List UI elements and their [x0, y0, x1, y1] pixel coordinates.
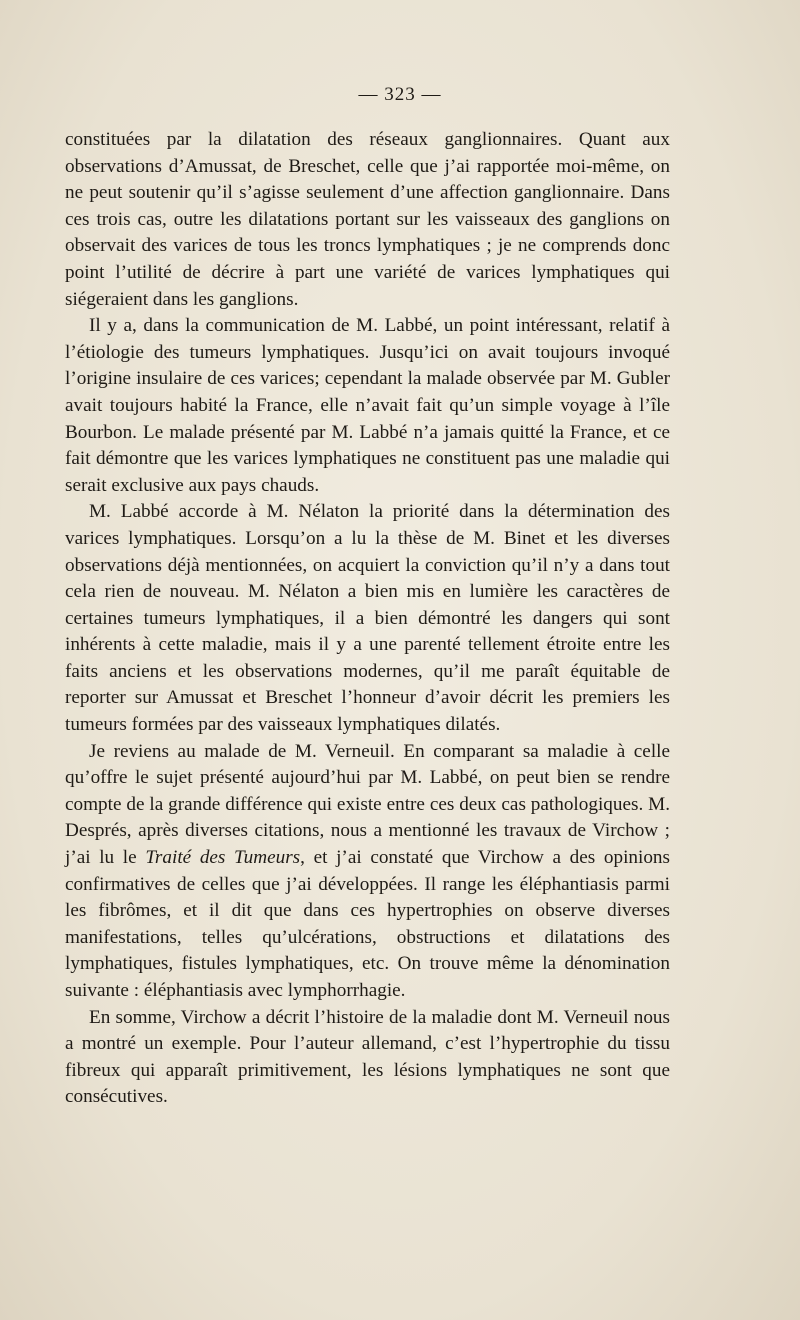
- paragraph-4: [65, 739, 670, 1005]
- body-text: [65, 127, 670, 1111]
- paragraph-5-text: En somme, Virchow a décrit l’histoire de la maladie dont M. Verneuil nous a montré un exemple. Pour l’auteur allemand, c’est l’hypertrophie du tissu fibreux qui apparaît primitivement, les lésions lymphatiques ne sont que consécutives.: [65, 1006, 670, 1108]
- paragraph-2-text: Il y a, dans la communication de M. Labbé, un point intéressant, relatif à l’étiologie des tumeurs lymphatiques. Jusqu’ici on avait toujours invoqué l’origine insulaire de ces varices; cependant la malade observée par M. Gubler avait toujours habité la France, elle n’avait fait qu’un simple voyage à l’île Bourbon. Le malade présenté par M. Labbé n’a jamais quitté la France, et ce fait démontre que les varices lymphatiques ne constituent pas une maladie qui serait exclusive aux pays chauds.: [65, 315, 670, 496]
- paragraph-3: [65, 499, 670, 738]
- book-title-traite-des-tumeurs: Traité des Tumeurs: [145, 847, 301, 869]
- paragraph-4-text-b: , et j’ai constaté que Virchow a des opinions confirmatives de celles que j’ai développées. Il range les éléphantiasis parmi les fibrômes, et il dit que dans ces hypertrophies on observe diverses manifestations, telles qu’ulcérations, obstructions et dilatations des lymphatiques, fistules lymphatiques, etc. On trouve même la dénomination suivante : éléphantiasis avec lymphorrhagie.: [65, 847, 670, 1001]
- paragraph-4-text-a: Je reviens au malade de M. Verneuil. En comparant sa maladie à celle qu’offre le sujet présenté aujourd’hui par M. Labbé, on peut bien se rendre compte de la grande différence qui existe entre ces deux cas pathologiques. M. Després, après diverses citations, nous a mentionné les travaux de Virchow ; j’ai lu le: [65, 740, 670, 869]
- paragraph-2: [65, 313, 670, 499]
- paragraph-1: [65, 127, 670, 313]
- page-number: — 323 —: [358, 84, 442, 105]
- paragraph-5: [65, 1005, 670, 1111]
- paragraph-1-text: constituées par la dilatation des réseaux ganglionnaires. Quant aux observations d’Amussat, de Breschet, celle que j’ai rapportée moi-même, on ne peut soutenir qu’il s’agisse seulement d’une affection ganglionnaire. Dans ces trois cas, outre les dilatations portant sur les vaisseaux des ganglions on observait des varices de tous les troncs lymphatiques ; je ne comprends donc point l’utilité de décrire à part une variété de varices lymphatiques qui siégeraient dans les ganglions.: [65, 129, 670, 310]
- paragraph-3-text: M. Labbé accorde à M. Nélaton la priorité dans la détermination des varices lymphatiques. Lorsqu’on a lu la thèse de M. Binet et les diverses observations déjà mentionnées, on acquiert la conviction qu’il n’y a dans tout cela rien de nouveau. M. Nélaton a bien mis en lumière les caractères de certaines tumeurs lymphatiques, il a bien démontré les dangers qui sont inhérents à cette maladie, mais il y a une parenté tellement étroite entre les faits anciens et les observations modernes, qu’il me paraît équitable de reporter sur Amussat et Breschet l’honneur d’avoir décrit les premiers les tumeurs formées par des vaisseaux lymphatiques dilatés.: [65, 501, 670, 736]
